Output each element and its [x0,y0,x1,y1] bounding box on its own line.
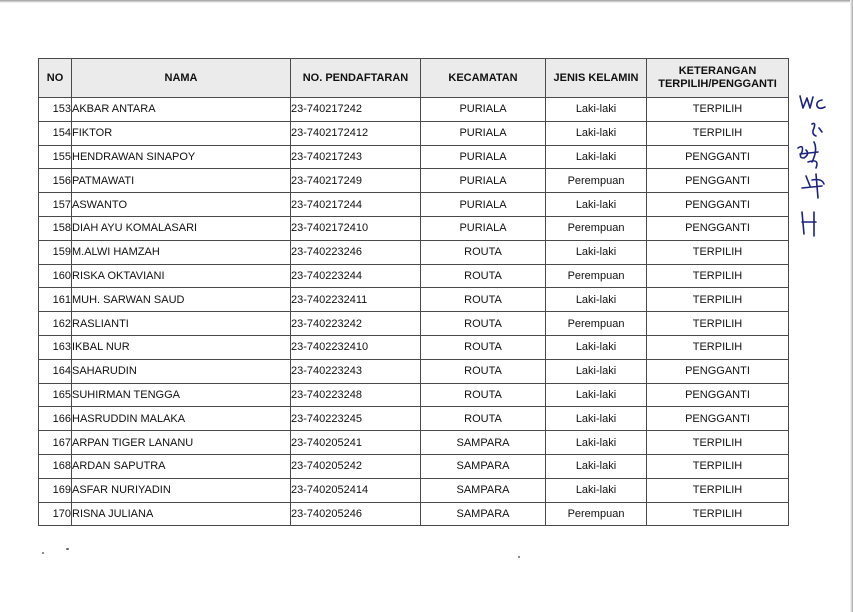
cell-jenis-kelamin: Laki-laki [546,145,647,169]
cell-nama: ASFAR NURIYADIN [72,478,291,502]
table-row [39,407,789,431]
cell-no-pendaftaran: 23-7402172410 [291,216,421,240]
cell-kecamatan: ROUTA [421,264,546,288]
cell-no: 167 [39,431,72,455]
table-row [39,502,789,526]
cell-jenis-kelamin: Laki-laki [546,121,647,145]
table-row [39,264,789,288]
cell-kecamatan: PURIALA [421,98,546,122]
header-kecamatan: KECAMATAN [421,59,546,98]
cell-no: 157 [39,193,72,217]
handwritten-initials-signature [792,92,844,242]
cell-no-pendaftaran: 23-740217243 [291,145,421,169]
cell-kecamatan: ROUTA [421,407,546,431]
cell-jenis-kelamin: Laki-laki [546,288,647,312]
cell-jenis-kelamin: Laki-laki [546,98,647,122]
cell-no: 158 [39,216,72,240]
cell-no-pendaftaran: 23-740223244 [291,264,421,288]
cell-nama: HENDRAWAN SINAPOY [72,145,291,169]
cell-jenis-kelamin: Laki-laki [546,454,647,478]
cell-nama: RISNA JULIANA [72,502,291,526]
table-row [39,145,789,169]
cell-kecamatan: PURIALA [421,216,546,240]
cell-jenis-kelamin: Laki-laki [546,383,647,407]
cell-no-pendaftaran: 23-740217244 [291,193,421,217]
cell-keterangan: PENGGANTI [647,216,789,240]
table-row [39,169,789,193]
cell-keterangan: TERPILIH [647,240,789,264]
cell-keterangan: PENGGANTI [647,193,789,217]
cell-kecamatan: SAMPARA [421,454,546,478]
cell-no: 153 [39,98,72,122]
cell-jenis-kelamin: Laki-laki [546,478,647,502]
cell-no: 161 [39,288,72,312]
header-keterangan [647,59,789,98]
cell-no-pendaftaran: 23-740223245 [291,407,421,431]
cell-nama: MUH. SARWAN SAUD [72,288,291,312]
header-keterangan-line1: KETERANGAN [678,65,757,77]
scan-speck [66,548,69,550]
cell-nama: ARDAN SAPUTRA [72,454,291,478]
cell-kecamatan: PURIALA [421,121,546,145]
table-row [39,312,789,336]
cell-kecamatan: ROUTA [421,240,546,264]
cell-kecamatan: ROUTA [421,312,546,336]
table-row [39,240,789,264]
table-row [39,431,789,455]
cell-kecamatan: SAMPARA [421,478,546,502]
cell-jenis-kelamin: Perempuan [546,312,647,336]
cell-jenis-kelamin: Perempuan [546,502,647,526]
cell-jenis-kelamin: Laki-laki [546,407,647,431]
cell-no: 159 [39,240,72,264]
cell-nama: HASRUDDIN MALAKA [72,407,291,431]
cell-kecamatan: SAMPARA [421,502,546,526]
cell-nama: RASLIANTI [72,312,291,336]
cell-no: 170 [39,502,72,526]
cell-no-pendaftaran: 23-7402172412 [291,121,421,145]
cell-nama: SUHIRMAN TENGGA [72,383,291,407]
cell-keterangan: TERPILIH [647,121,789,145]
cell-no: 162 [39,312,72,336]
cell-jenis-kelamin: Laki-laki [546,335,647,359]
cell-keterangan: PENGGANTI [647,145,789,169]
header-jenis-kelamin: JENIS KELAMIN [546,59,647,98]
cell-keterangan: TERPILIH [647,478,789,502]
cell-jenis-kelamin: Perempuan [546,264,647,288]
cell-no-pendaftaran: 23-740205242 [291,454,421,478]
header-nama: NAMA [72,59,291,98]
cell-jenis-kelamin: Laki-laki [546,193,647,217]
cell-jenis-kelamin: Laki-laki [546,240,647,264]
table-row [39,359,789,383]
cell-no-pendaftaran: 23-740223243 [291,359,421,383]
cell-kecamatan: ROUTA [421,288,546,312]
cell-no-pendaftaran: 23-7402052414 [291,478,421,502]
header-no: NO [39,59,72,98]
cell-nama: PATMAWATI [72,169,291,193]
cell-nama: SAHARUDIN [72,359,291,383]
table-row [39,478,789,502]
cell-kecamatan: PURIALA [421,169,546,193]
cell-keterangan: TERPILIH [647,288,789,312]
table-body [39,98,789,526]
cell-jenis-kelamin: Laki-laki [546,431,647,455]
cell-no: 160 [39,264,72,288]
table-row [39,335,789,359]
cell-no-pendaftaran: 23-740223248 [291,383,421,407]
cell-no-pendaftaran: 23-7402232410 [291,335,421,359]
cell-kecamatan: PURIALA [421,145,546,169]
cell-no-pendaftaran: 23-740217249 [291,169,421,193]
cell-nama: FIKTOR [72,121,291,145]
cell-jenis-kelamin: Perempuan [546,216,647,240]
cell-keterangan: TERPILIH [647,98,789,122]
cell-nama: ARPAN TIGER LANANU [72,431,291,455]
cell-nama: RISKA OKTAVIANI [72,264,291,288]
cell-keterangan: TERPILIH [647,502,789,526]
cell-keterangan: TERPILIH [647,335,789,359]
cell-nama: M.ALWI HAMZAH [72,240,291,264]
cell-no: 163 [39,335,72,359]
cell-keterangan: TERPILIH [647,454,789,478]
cell-no: 169 [39,478,72,502]
cell-kecamatan: ROUTA [421,383,546,407]
cell-no: 166 [39,407,72,431]
cell-no: 168 [39,454,72,478]
cell-no: 164 [39,359,72,383]
cell-keterangan: TERPILIH [647,264,789,288]
cell-nama: IKBAL NUR [72,335,291,359]
cell-kecamatan: PURIALA [421,193,546,217]
table-row [39,383,789,407]
cell-kecamatan: ROUTA [421,335,546,359]
cell-keterangan: PENGGANTI [647,407,789,431]
header-no-pendaftaran: NO. PENDAFTARAN [291,59,421,98]
table-header-row [39,59,789,98]
table-row [39,454,789,478]
cell-jenis-kelamin: Laki-laki [546,359,647,383]
table-row [39,193,789,217]
cell-no-pendaftaran: 23-740223242 [291,312,421,336]
cell-no: 165 [39,383,72,407]
cell-no: 156 [39,169,72,193]
cell-kecamatan: ROUTA [421,359,546,383]
cell-no: 154 [39,121,72,145]
cell-no-pendaftaran: 23-740205241 [291,431,421,455]
cell-keterangan: TERPILIH [647,312,789,336]
cell-no-pendaftaran: 23-740205246 [291,502,421,526]
table-row [39,121,789,145]
scan-speck [42,552,44,554]
cell-no-pendaftaran: 23-740217242 [291,98,421,122]
table-row [39,288,789,312]
table-row [39,98,789,122]
cell-nama: ASWANTO [72,193,291,217]
scan-edge-top [0,0,853,3]
cell-nama: DIAH AYU KOMALASARI [72,216,291,240]
participants-table [38,58,789,526]
cell-keterangan: PENGGANTI [647,169,789,193]
cell-nama: AKBAR ANTARA [72,98,291,122]
table-row [39,216,789,240]
cell-no-pendaftaran: 23-740223246 [291,240,421,264]
cell-no: 155 [39,145,72,169]
cell-keterangan: TERPILIH [647,431,789,455]
scan-speck [518,556,520,558]
cell-keterangan: PENGGANTI [647,359,789,383]
cell-keterangan: PENGGANTI [647,383,789,407]
cell-kecamatan: SAMPARA [421,431,546,455]
header-keterangan-line2: TERPILIH/PENGGANTI [658,78,777,90]
cell-no-pendaftaran: 23-7402232411 [291,288,421,312]
cell-jenis-kelamin: Perempuan [546,169,647,193]
